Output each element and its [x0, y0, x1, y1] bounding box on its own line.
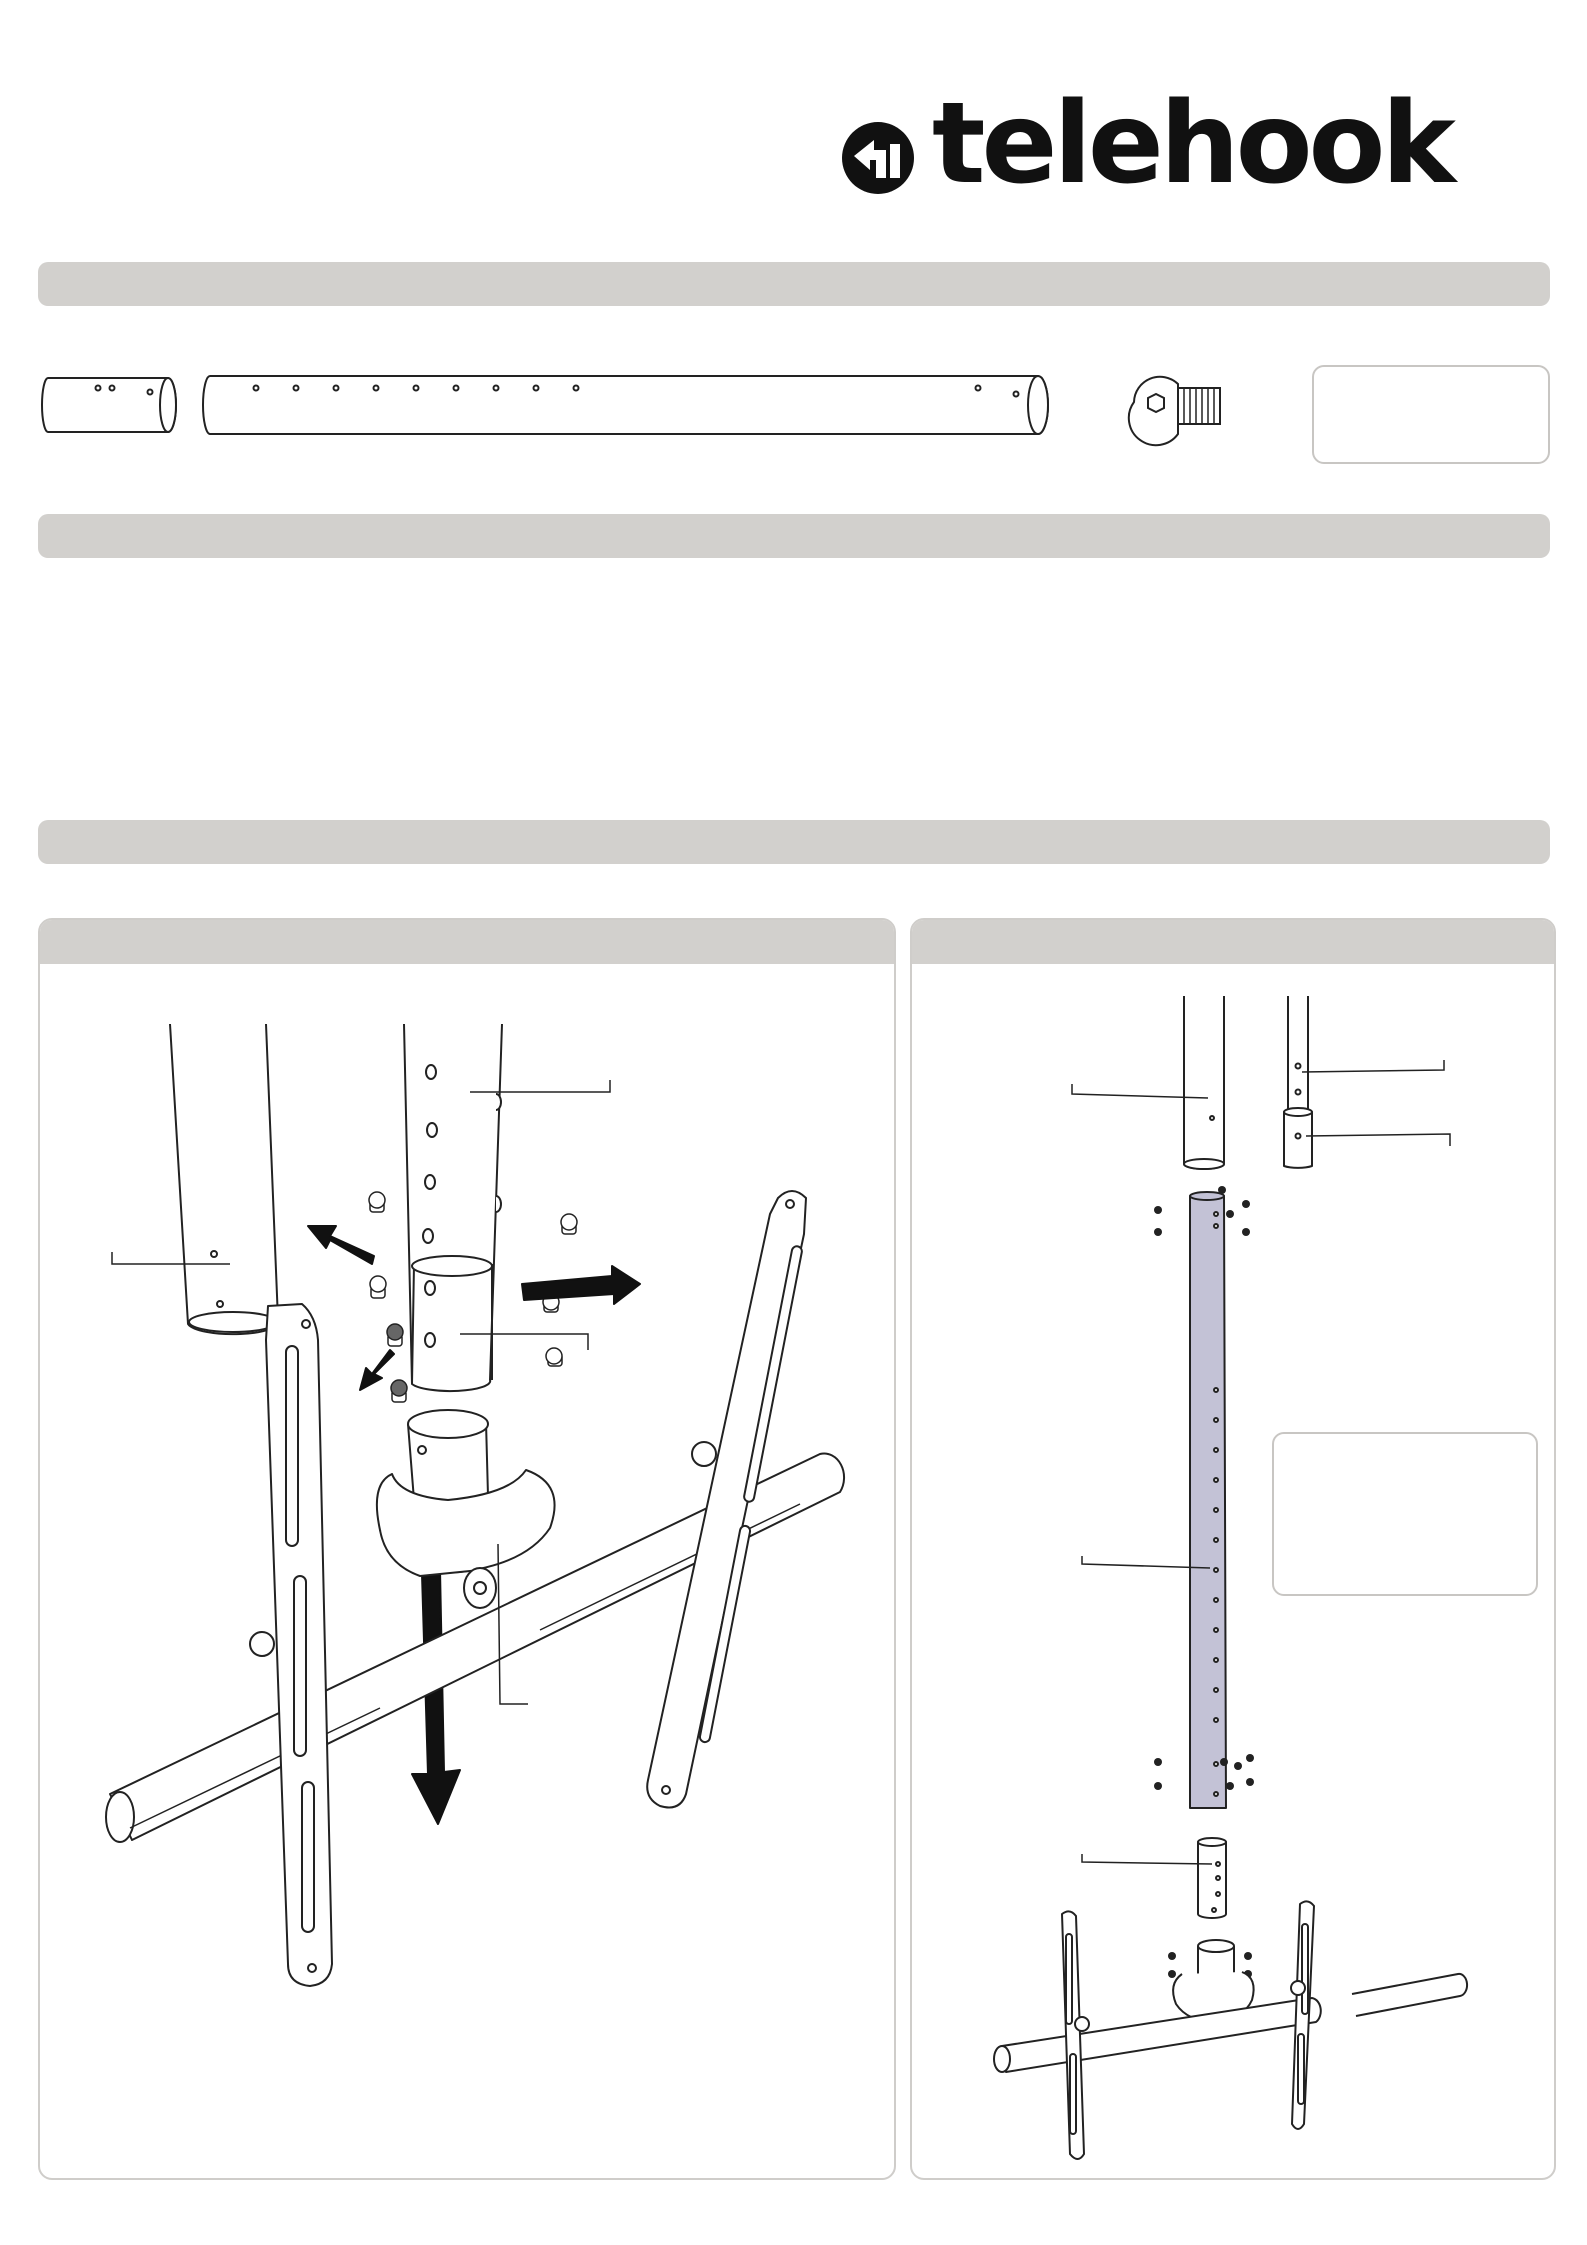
brand-name: telehook — [932, 79, 1452, 209]
step-panel-right — [910, 918, 1556, 2180]
extension-pole-highlight — [1190, 1192, 1226, 1808]
bracket-left — [250, 1304, 332, 1986]
pole-left — [170, 1024, 279, 1334]
brand-logo — [840, 79, 1560, 209]
step-panel-right-header — [912, 920, 1554, 964]
short-tube-part — [42, 378, 176, 432]
pole-center — [404, 1024, 502, 1391]
ceiling-pole-left — [1184, 996, 1224, 1169]
short-coupler — [1198, 1838, 1226, 1918]
section-bar-tools — [38, 514, 1550, 558]
telehook-logo-icon — [840, 120, 916, 196]
long-tube-part — [203, 376, 1048, 434]
step-panel-left — [38, 918, 896, 2180]
screw-icon — [1129, 377, 1220, 445]
left-assembly-illustration — [40, 964, 894, 2178]
ceiling-pole-right — [1284, 996, 1312, 1168]
section-bar-parts — [38, 262, 1550, 306]
right-note-box — [1272, 1432, 1538, 1596]
lower-bracket-assembly — [994, 1901, 1467, 2159]
section-bar-installation — [38, 820, 1550, 864]
step-panel-left-header — [40, 920, 894, 964]
parts-note-box — [1312, 365, 1550, 464]
hub-bracket — [377, 1410, 555, 1576]
